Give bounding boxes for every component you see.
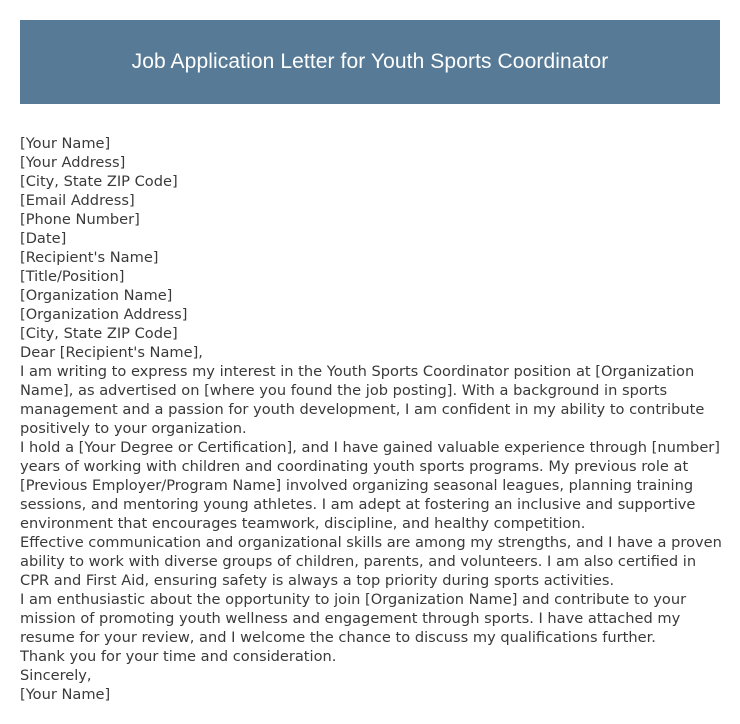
letter-date: [Date] xyxy=(20,230,67,247)
sender-email: [Email Address] xyxy=(20,192,135,209)
sender-address: [Your Address] xyxy=(20,154,126,171)
sender-city-state-zip: [City, State ZIP Code] xyxy=(20,173,178,190)
sender-phone: [Phone Number] xyxy=(20,211,140,228)
recipient-name: [Recipient's Name] xyxy=(20,249,159,266)
body-paragraph-experience: I hold a [Your Degree or Certification], and I have gained valuable experience through [number] years of working with children and coordinating youth sports programs. My previous role at [Previous Employer/Program Name] involved organizing seasonal leagues, planning training sessions, and mentoring young athletes. I am adept at fostering an inclusive and supportive environment that encourages teamwork, discipline, and healthy competition. xyxy=(20,439,720,532)
body-paragraph-skills: Effective communication and organizational skills are among my strengths, and I have a proven ability to work with diverse groups of children, parents, and volunteers. I am also certified in CPR and First Aid, ensuring safety is always a top priority during sports activities. xyxy=(20,534,722,589)
body-paragraph-enthusiasm: I am enthusiastic about the opportunity to join [Organization Name] and contribute to your mission of promoting youth wellness and engagement through sports. I have attached my resume for your review, and I welcome the chance to discuss my qualifications further. xyxy=(20,591,687,646)
recipient-organization: [Organization Name] xyxy=(20,287,173,304)
recipient-title: [Title/Position] xyxy=(20,268,125,285)
sender-name: [Your Name] xyxy=(20,135,111,152)
closing: Sincerely, xyxy=(20,667,92,684)
body-paragraph-interest: I am writing to express my interest in the Youth Sports Coordinator position at [Organization Name], as advertised on [where you found the job posting]. With a background in sports management and a passion for youth development, I am confident in my ability to contribute positively to your organization. xyxy=(20,363,705,437)
thanks-line: Thank you for your time and consideration. xyxy=(20,648,337,665)
letter-body xyxy=(20,134,722,704)
signature: [Your Name] xyxy=(20,686,111,703)
recipient-address: [Organization Address] xyxy=(20,306,188,323)
page-title: Job Application Letter for Youth Sports Coordinator xyxy=(131,50,609,73)
recipient-city-state-zip: [City, State ZIP Code] xyxy=(20,325,178,342)
salutation: Dear [Recipient's Name], xyxy=(20,344,203,361)
header-banner xyxy=(20,20,720,104)
